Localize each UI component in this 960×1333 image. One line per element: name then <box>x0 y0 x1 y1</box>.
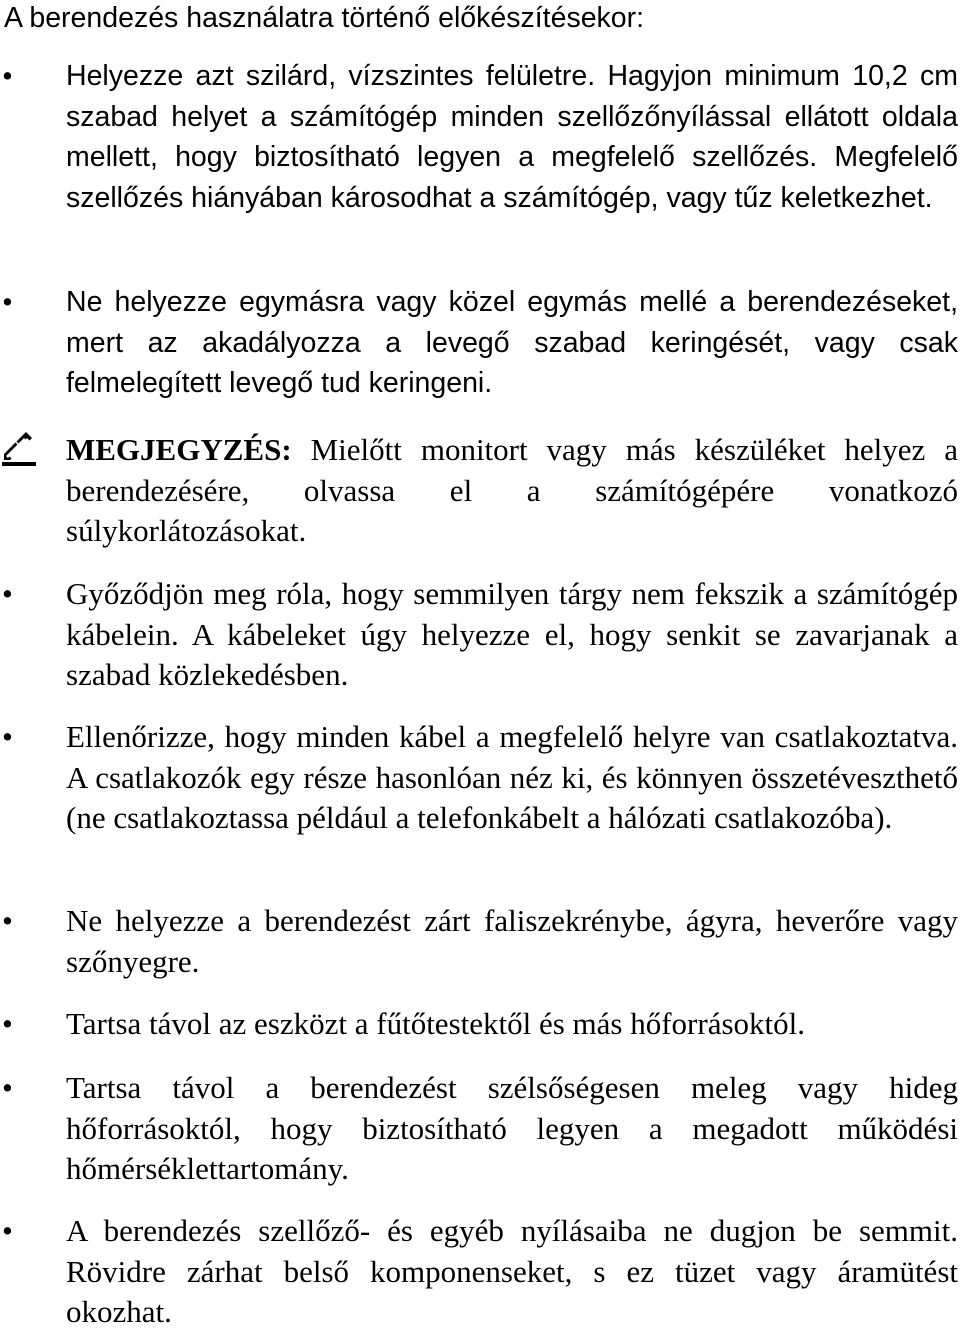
list-item <box>0 1211 960 1333</box>
note-label: MEGJEGYZÉS: <box>66 432 292 467</box>
bullet-marker: • <box>2 58 13 93</box>
list-item-text: Helyezze azt szilárd, vízszintes felületre. Hagyjon minimum 10,2 cm szabad helyet a számítógép minden szellőzőnyílással ellátott oldala mellett, hogy biztosítható legyen a megfelelő szellőzés. Megfelelő szellőzés hiányában károsodhat a számítógép, vagy tűz keletkezhet. <box>66 60 958 214</box>
list-item <box>0 1068 960 1190</box>
bullet-marker: • <box>2 1006 13 1041</box>
bullet-marker: • <box>2 1213 13 1248</box>
note-block <box>0 430 960 552</box>
list-item <box>0 1004 960 1045</box>
intro-text: A berendezés használatra történő előkészítésekor: <box>4 2 645 34</box>
bullet-marker: • <box>2 903 13 938</box>
bullet-marker: • <box>2 284 13 319</box>
list-item-text: Győződjön meg róla, hogy semmilyen tárgy nem fekszik a számítógép kábelein. A kábeleket úgy helyezze el, hogy senkit se zavarjanak a szabad közlekedésben. <box>66 576 958 693</box>
list-item <box>0 282 960 404</box>
list-item-text: Ne helyezze egymásra vagy közel egymás mellé a berendezéseket, mert az akadályozza a levegő szabad keringését, vagy csak felmelegített levegő tud keringeni. <box>66 286 958 400</box>
list-item <box>0 574 960 696</box>
note-pencil-icon <box>0 432 38 470</box>
note-text-block <box>66 430 958 552</box>
list-item <box>0 56 960 218</box>
list-item-text: A berendezés szellőző- és egyéb nyílásaiba ne dugjon be semmit. Rövidre zárhat belső komponenseket, s ez tüzet vagy áramütést okozhat. <box>66 1213 958 1330</box>
bullet-marker: • <box>2 1070 13 1105</box>
bullet-marker: • <box>2 719 13 754</box>
note-text: Mielőtt monitort vagy más készüléket helyez a berendezésére, olvassa el a számítógépére vonatkozó súlykorlátozásokat. <box>66 432 958 549</box>
list-item-text: Ellenőrizze, hogy minden kábel a megfelelő helyre van csatlakoztatva. A csatlakozók egy része hasonlóan néz ki, és könnyen összetéveszthető (ne csatlakoztassa például a telefonkábelt a hálózati csatlakozóba). <box>66 719 958 836</box>
list-item <box>0 717 960 839</box>
list-item-text: Tartsa távol az eszközt a fűtőtestektől és más hőforrásoktól. <box>66 1006 806 1041</box>
list-item <box>0 901 960 982</box>
list-item-text: Tartsa távol a berendezést szélsőségesen meleg vagy hideg hőforrásoktól, hogy biztosítható legyen a megadott működési hőmérséklettartomány. <box>66 1070 958 1187</box>
bullet-marker: • <box>2 576 13 611</box>
list-item-text: Ne helyezze a berendezést zárt faliszekrénybe, ágyra, heverőre vagy szőnyegre. <box>66 903 958 979</box>
